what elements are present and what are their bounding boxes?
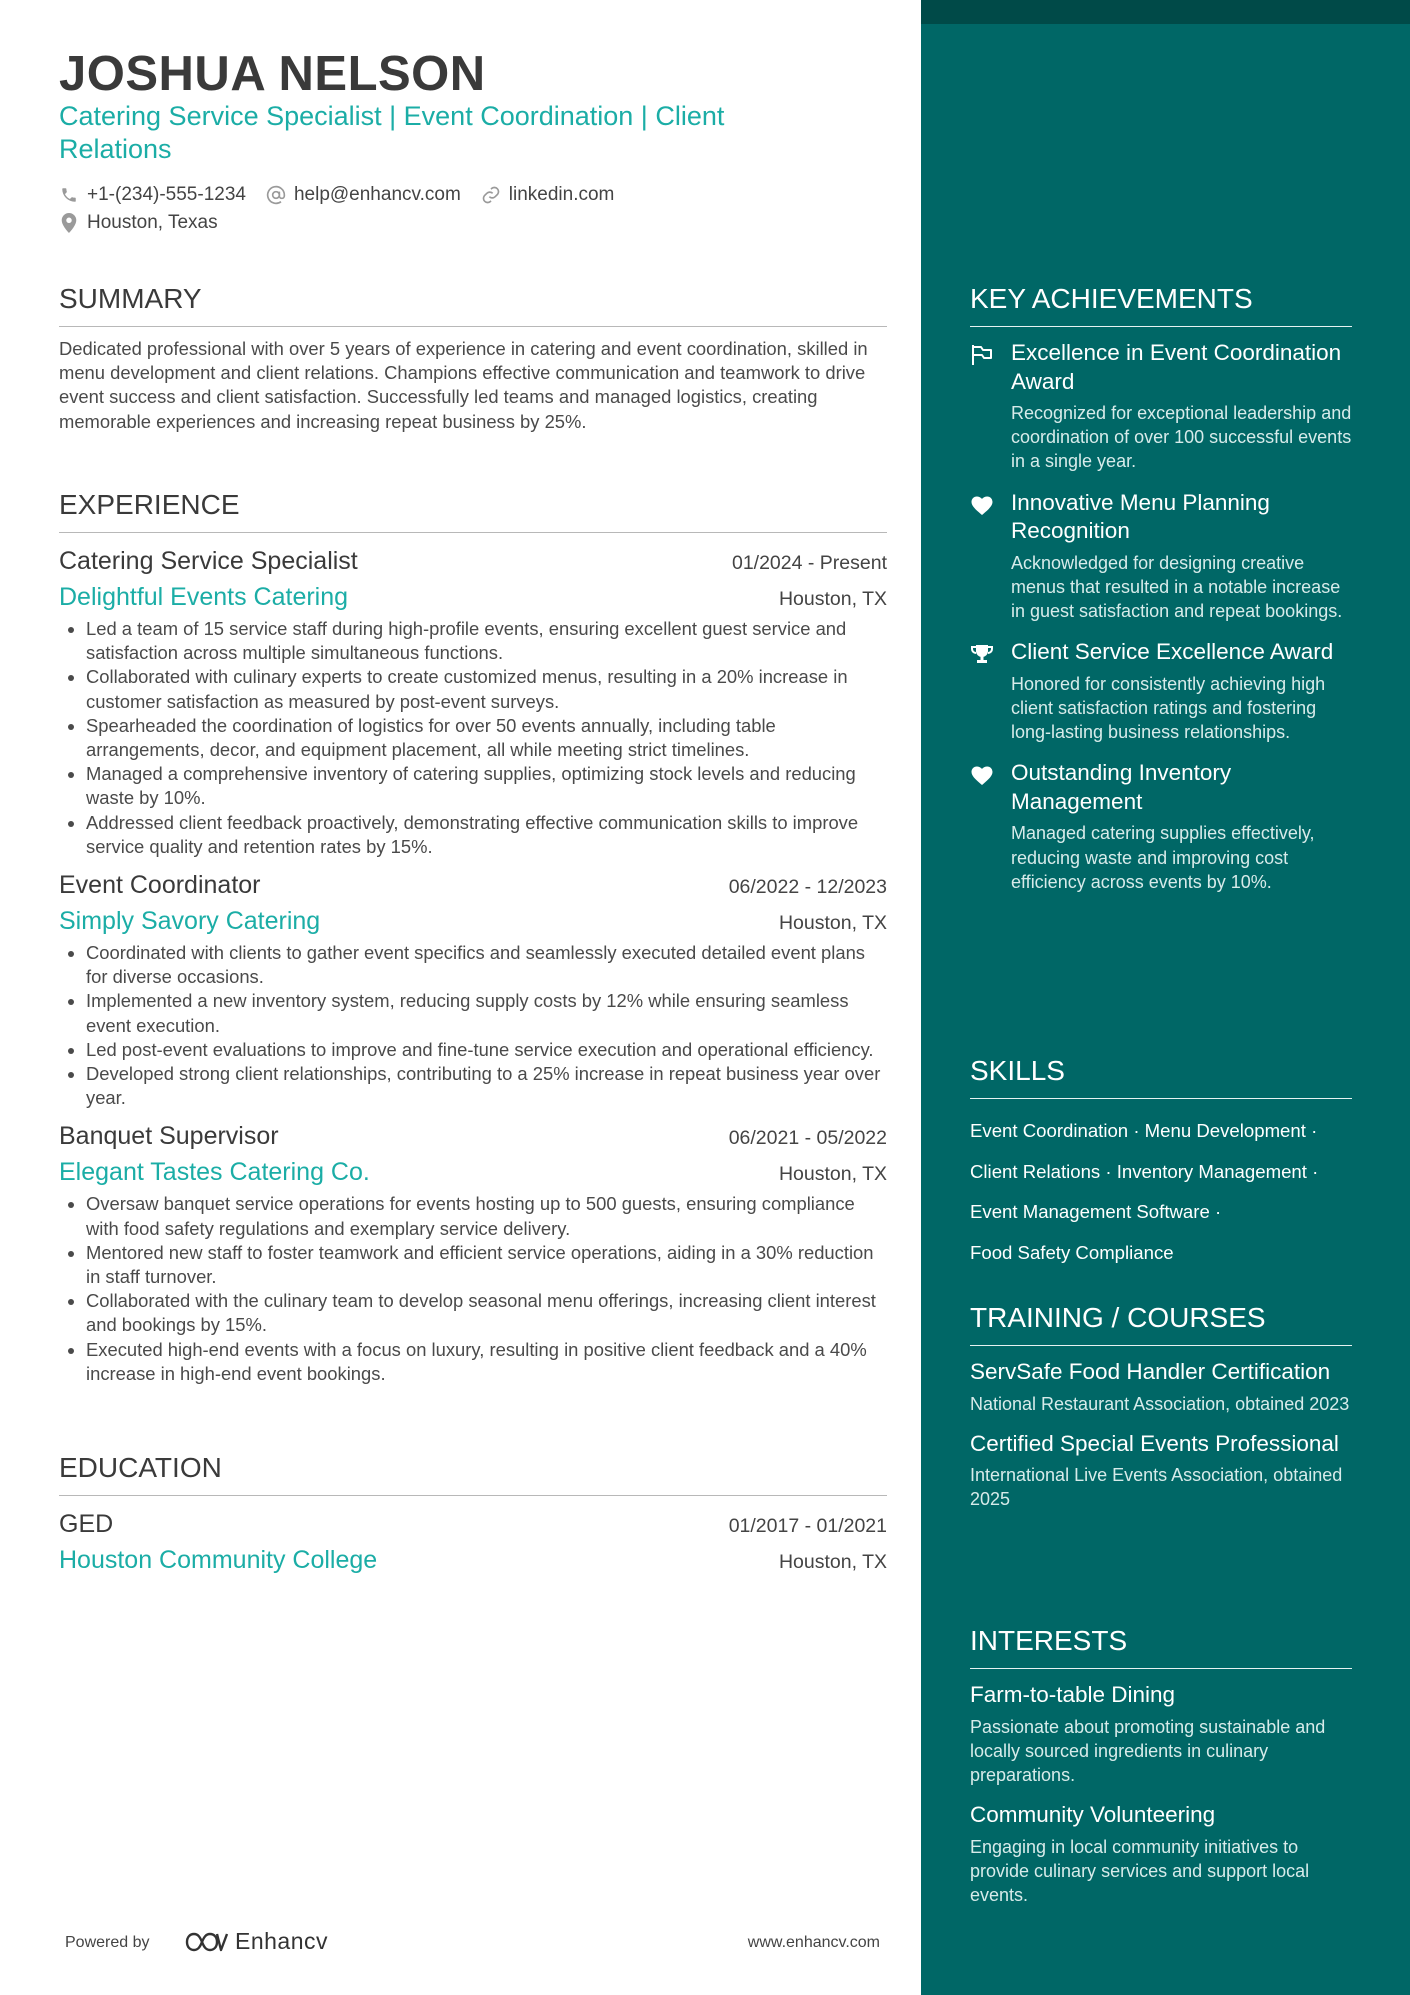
job-entry — [59, 1118, 887, 1386]
sidebar-top-bar — [921, 0, 1410, 24]
headline-line-1: Catering Service Specialist | Event Coordination | Client — [59, 101, 725, 131]
education-dates: 01/2017 - 01/2021 — [728, 1515, 887, 1537]
summary-text: Dedicated professional with over 5 years of experience in catering and event coordination, skilled in menu development and client relations. Champions effective communication and teamwork to drive event success and client satisfaction. Successfully led teams and managed logistics, creating memorable experiences and increasing repeat business by 25%. — [59, 338, 868, 432]
job-company: Simply Savory Catering — [59, 907, 321, 936]
phone-icon — [59, 185, 79, 205]
achievement-desc: Honored for consistently achieving high client satisfaction ratings and fostering long-lasting business relationships. — [1011, 673, 1326, 743]
interest-title: Farm-to-table Dining — [970, 1682, 1176, 1707]
education-section — [59, 1451, 887, 1578]
summary-section — [59, 282, 887, 434]
linkedin-item[interactable] — [481, 181, 615, 209]
flag-icon — [970, 339, 996, 474]
achievement-item — [970, 638, 1352, 744]
job-bullet: • Executed high-end events with a focus on luxury, resulting in positive client feedback and a 40% increase in high-end event bookings. — [86, 1338, 887, 1386]
skills-section — [970, 1054, 1352, 1273]
footer — [65, 1930, 880, 1960]
job-company: Elegant Tastes Catering Co. — [59, 1158, 370, 1187]
achievement-desc: Acknowledged for designing creative menus that resulted in a notable increase in guest satisfaction and repeat bookings. — [1011, 552, 1343, 622]
location-text: Houston, Texas — [87, 212, 218, 233]
education-title: EDUCATION — [59, 1451, 887, 1496]
job-entry — [59, 543, 887, 859]
course-title: Certified Special Events Professional — [970, 1430, 1339, 1456]
heart-icon — [970, 759, 996, 894]
link-icon — [481, 185, 501, 205]
achievement-title: Innovative Menu Planning Recognition — [1011, 489, 1270, 544]
candidate-name: JOSHUA NELSON — [59, 47, 486, 101]
enhancv-logo-icon — [183, 1929, 231, 1955]
job-location: Houston, TX — [778, 1163, 887, 1186]
job-bullet: • Oversaw banquet service operations for events hosting up to 500 guests, ensuring compliance with food safety regulations and exemplary service delivery. — [86, 1192, 887, 1240]
course-title: ServSafe Food Handler Certification — [970, 1359, 1331, 1384]
phone-text: +1-(234)-555-1234 — [87, 184, 246, 205]
education-location: Houston, TX — [778, 1551, 887, 1573]
course-desc: International Live Events Association, obtained 2025 — [970, 1465, 1343, 1510]
skills-line: Food Safety Compliance — [970, 1241, 1174, 1263]
achievements-title: KEY ACHIEVEMENTS — [970, 282, 1352, 327]
course-desc: National Restaurant Association, obtained 2023 — [970, 1393, 1350, 1414]
job-dates: 01/2024 - Present — [731, 552, 887, 574]
job-bullet: • Spearheaded the coordination of logistics for over 50 events annually, including table arrangements, decor, and equipment placement, all while meeting strict timelines. — [86, 714, 887, 762]
skills-line: Client Relations · Inventory Management · — [970, 1160, 1319, 1182]
trophy-icon — [970, 638, 996, 744]
achievement-item — [970, 339, 1352, 474]
interests-section — [970, 1624, 1352, 1921]
achievement-title: Outstanding Inventory Management — [1011, 760, 1232, 814]
job-bullet: • Addressed client feedback proactively, demonstrating effective communication skills to improve service quality and retention rates by 15%. — [86, 811, 887, 859]
powered-by-label: Powered by — [65, 1934, 150, 1951]
interest-desc: Engaging in local community initiatives to provide culinary services and support local events. — [970, 1836, 1310, 1906]
achievement-item — [970, 489, 1352, 624]
job-bullet: • Collaborated with culinary experts to create customized menus, resulting in a 20% increase in customer satisfaction as measured by post-event surveys. — [86, 665, 887, 713]
training-section — [970, 1301, 1352, 1526]
job-title: Event Coordinator — [59, 871, 261, 900]
email-text: help@enhancv.com — [293, 184, 461, 205]
job-title: Banquet Supervisor — [59, 1122, 279, 1151]
job-bullets — [59, 617, 887, 859]
job-title: Catering Service Specialist — [59, 547, 358, 575]
skills-title: SKILLS — [970, 1054, 1352, 1099]
phone-item[interactable] — [59, 181, 246, 209]
enhancv-logo-text: Enhancv — [235, 1928, 329, 1954]
job-bullets — [59, 941, 887, 1110]
skills-line: Event Management Software · — [970, 1201, 1222, 1222]
job-location: Houston, TX — [778, 588, 887, 610]
linkedin-text: linkedin.com — [508, 184, 615, 205]
training-title: TRAINING / COURSES — [970, 1301, 1352, 1346]
job-location: Houston, TX — [778, 912, 887, 935]
job-bullet: • Developed strong client relationships, contributing to a 25% increase in repeat business year over year. — [86, 1062, 887, 1110]
headline — [59, 100, 819, 166]
location-pin-icon — [59, 213, 79, 233]
heart-icon — [970, 489, 996, 624]
achievements-section — [970, 282, 1352, 909]
job-entry — [59, 867, 887, 1110]
job-bullet: • Coordinated with clients to gather event specifics and seamlessly executed detailed event plans for diverse occasions. — [86, 941, 887, 989]
job-dates: 06/2021 - 05/2022 — [728, 1127, 887, 1150]
job-bullet: • Mentored new staff to foster teamwork and efficient service operations, aiding in a 30% reduction in staff turnover. — [86, 1241, 887, 1289]
summary-title: SUMMARY — [59, 282, 887, 327]
email-item[interactable] — [266, 181, 461, 209]
interests-title: INTERESTS — [970, 1624, 1352, 1669]
job-bullet: • Led a team of 15 service staff during high-profile events, ensuring excellent guest service and satisfaction across multiple simultaneous functions. — [86, 617, 887, 665]
degree: GED — [59, 1510, 114, 1538]
enhancv-logo[interactable] — [183, 1928, 328, 1955]
job-bullet: • Implemented a new inventory system, reducing supply costs by 12% while ensuring seamless event execution. — [86, 989, 887, 1037]
achievement-desc: Recognized for exceptional leadership and coordination of over 100 successful events in a single year. — [1011, 403, 1352, 472]
achievement-title: Excellence in Event Coordination Award — [1011, 340, 1342, 394]
achievement-title: Client Service Excellence Award — [1011, 639, 1334, 665]
achievement-item — [970, 759, 1352, 894]
experience-section — [59, 488, 887, 1386]
interest-desc: Passionate about promoting sustainable and locally sourced ingredients in culinary preparations. — [970, 1716, 1326, 1785]
job-bullet: • Managed a comprehensive inventory of catering supplies, optimizing stock levels and reducing waste by 10%. — [86, 762, 887, 810]
job-bullets — [59, 1192, 887, 1386]
interest-title: Community Volunteering — [970, 1802, 1216, 1828]
skills-line: Event Coordination · Menu Development · — [970, 1120, 1318, 1141]
achievement-desc: Managed catering supplies effectively, reducing waste and improving cost efficiency across events by 10%. — [1011, 823, 1315, 892]
contact-info — [59, 181, 887, 237]
headline-line-2: Relations — [59, 134, 172, 164]
at-icon — [266, 185, 286, 205]
website-link[interactable]: www.enhancv.com — [747, 1934, 880, 1951]
job-bullet: • Led post-event evaluations to improve and fine-tune service execution and operational efficiency. — [86, 1038, 887, 1062]
experience-title: EXPERIENCE — [59, 488, 887, 533]
job-dates: 06/2022 - 12/2023 — [728, 876, 887, 899]
job-company: Delightful Events Catering — [59, 583, 349, 611]
school: Houston Community College — [59, 1546, 378, 1574]
job-bullet: • Collaborated with the culinary team to develop seasonal menu offerings, increasing client interest and bookings by 15%. — [86, 1289, 887, 1337]
location-item — [59, 209, 218, 237]
